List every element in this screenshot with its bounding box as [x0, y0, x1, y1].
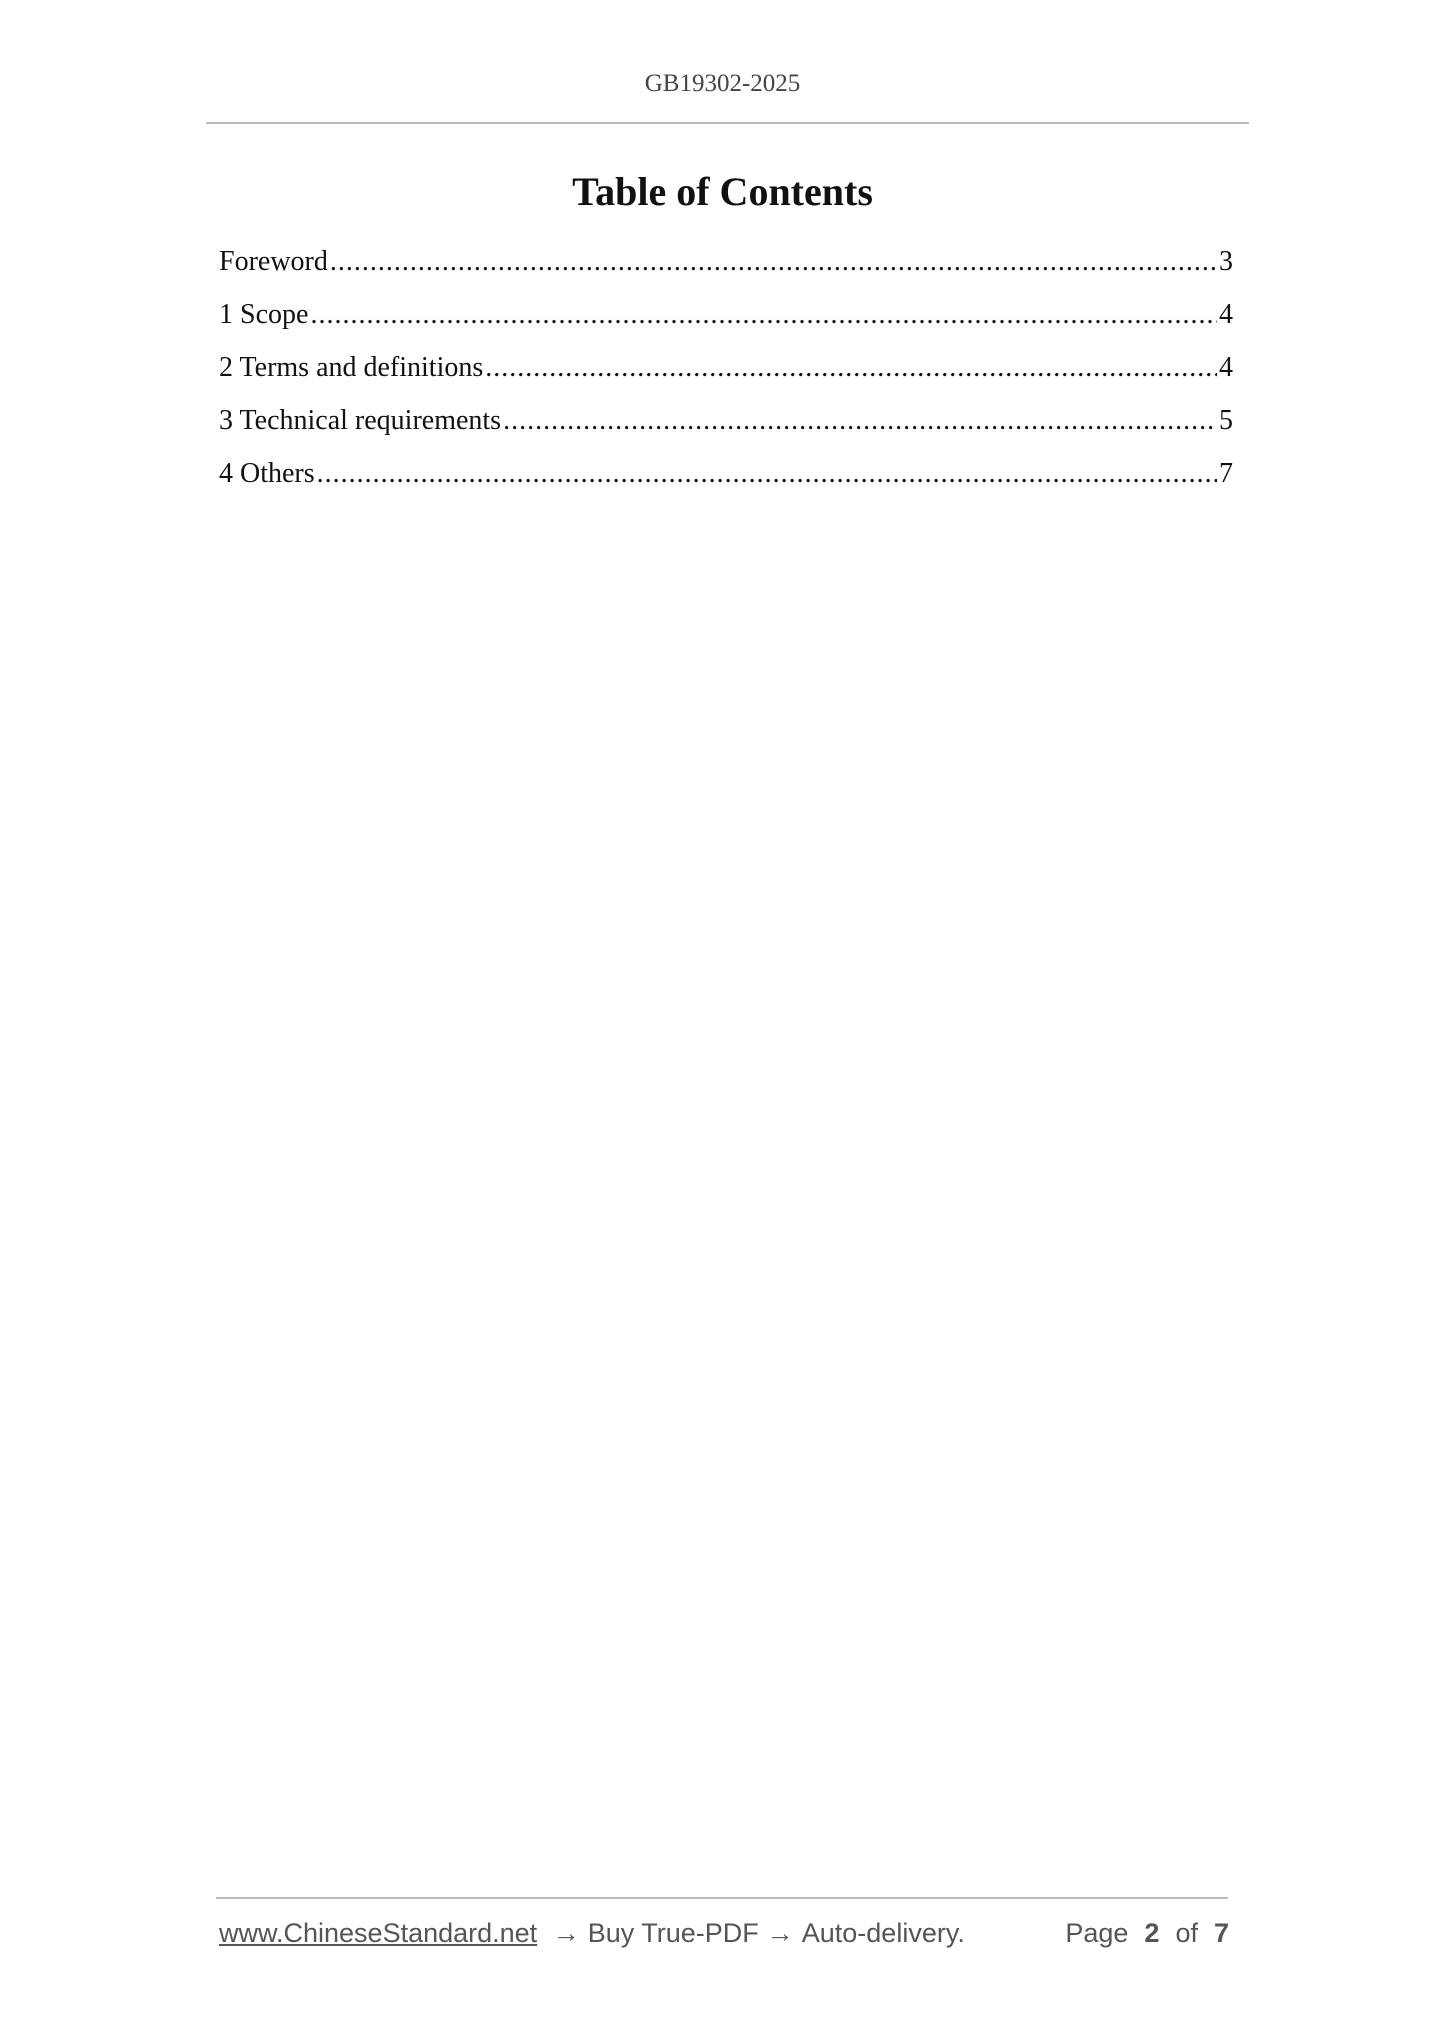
toc-entry-page: 5	[1219, 405, 1233, 436]
toc-entry-scope[interactable]	[219, 299, 1233, 352]
toc-entry-foreword[interactable]	[219, 246, 1233, 299]
header-divider	[206, 122, 1249, 124]
current-page-number: 2	[1144, 1918, 1160, 1948]
toc-dot-leader	[485, 352, 1217, 384]
toc-entry-technical-requirements[interactable]	[219, 405, 1233, 458]
arrow-right-icon: →	[766, 1918, 794, 1948]
page-word: Page	[1065, 1918, 1129, 1948]
total-pages-number: 7	[1213, 1918, 1229, 1948]
toc-entry-label: 1 Scope	[219, 299, 309, 330]
toc-entry-page: 4	[1219, 352, 1233, 383]
toc-entry-label: 2 Terms and definitions	[219, 352, 484, 383]
toc-dot-leader	[503, 405, 1217, 437]
toc-entry-label: 3 Technical requirements	[219, 405, 502, 436]
buy-true-pdf-text: Buy True-PDF	[587, 1918, 759, 1948]
footer-divider	[216, 1897, 1228, 1899]
toc-entry-page: 4	[1219, 299, 1233, 330]
page-indicator	[1065, 1918, 1229, 1949]
toc-dot-leader	[330, 246, 1217, 278]
toc-entry-others[interactable]	[219, 458, 1233, 511]
toc-dot-leader	[317, 458, 1217, 490]
page-title: Table of Contents	[572, 169, 873, 214]
table-of-contents	[219, 246, 1233, 511]
toc-entry-page: 3	[1219, 246, 1233, 277]
running-header: GB19302-2025	[644, 70, 801, 97]
toc-entry-label: 4 Others	[219, 458, 315, 489]
site-link[interactable]: www.ChineseStandard.net	[219, 1918, 538, 1948]
footer-promo	[219, 1918, 965, 1949]
toc-entry-page: 7	[1219, 458, 1233, 489]
page-footer	[219, 1918, 1229, 1958]
arrow-right-icon: →	[552, 1918, 580, 1948]
of-word: of	[1175, 1918, 1198, 1948]
toc-dot-leader	[310, 299, 1217, 331]
toc-entry-label: Foreword	[219, 246, 328, 277]
toc-entry-terms-and-definitions[interactable]	[219, 352, 1233, 405]
auto-delivery-text: Auto-delivery.	[801, 1918, 965, 1948]
